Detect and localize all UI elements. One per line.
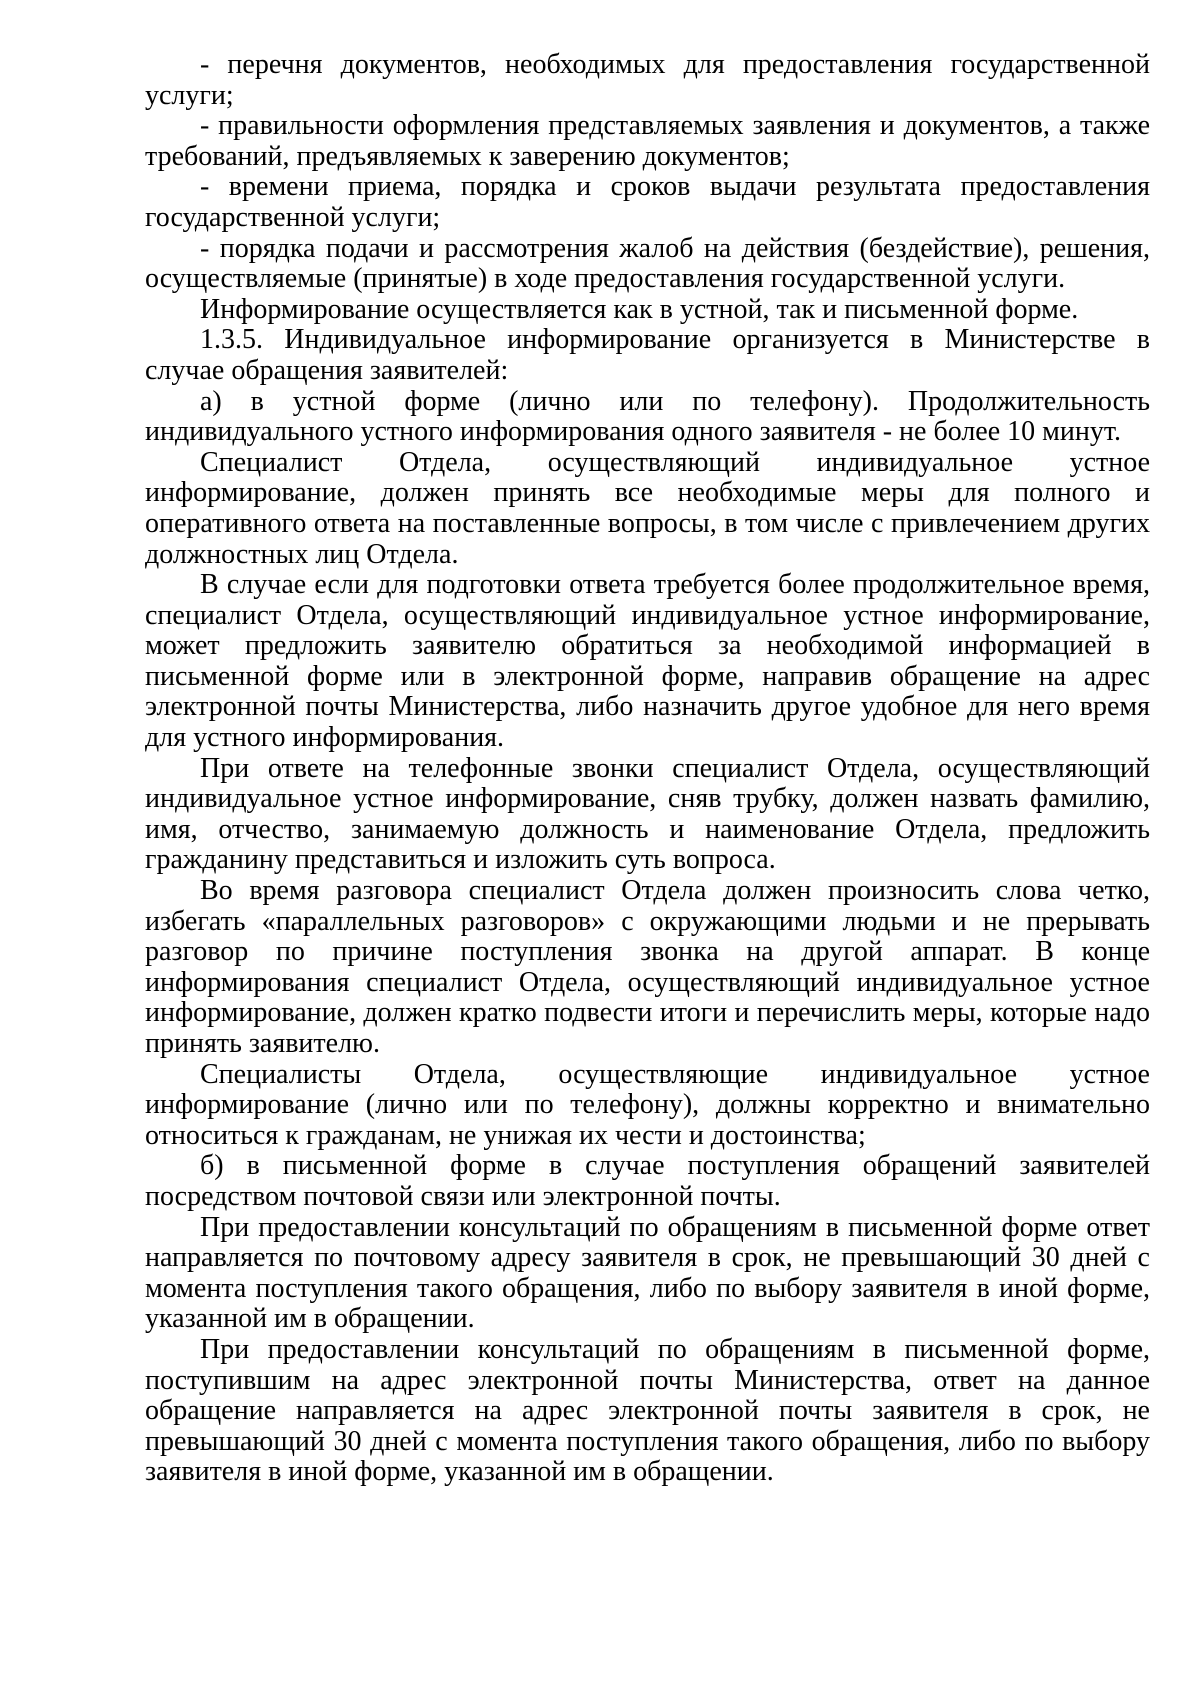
paragraph-longer-preparation: В случае если для подготовки ответа требуется более продолжительное время, специалист Отдела, осуществляющий индивидуальное устное информирование, может предложить заявителю обратиться за необходимой информацией в письменной форме или в электронной форме, направив обращение на адрес электронной почты Министерства, либо назначить другое удобное для него время для устного информирования. bbox=[145, 569, 1150, 754]
paragraph-oral-form: а) в устной форме (лично или по телефону). Продолжительность индивидуального устного информирования одного заявителя - не более 10 минут. bbox=[145, 385, 1150, 448]
paragraph-email-response: При предоставлении консультаций по обращениям в письменной форме, поступившим на адрес электронной почты Министерства, ответ на данное обращение направляется на адрес электронной почты заявителя в срок, не превышающий 30 дней с момента поступления такого обращения, либо по выбору заявителя в иной форме, указанной им в обращении. bbox=[145, 1333, 1150, 1488]
paragraph-postal-response: При предоставлении консультаций по обращениям в письменной форме ответ направляется по почтовому адресу заявителя в срок, не превышающий 30 дней с момента поступления такого обращения, либо по выбору заявителя в иной форме, указанной им в обращении. bbox=[145, 1211, 1150, 1335]
paragraph-informing-forms: Информирование осуществляется как в устной, так и письменной форме. bbox=[200, 293, 1079, 325]
paragraph-list-item-documents: - перечня документов, необходимых для предоставления государственной услуги; bbox=[145, 49, 1150, 111]
paragraph-list-item-time: - времени приема, порядка и сроков выдачи результата предоставления государственной услуги; bbox=[145, 171, 1150, 233]
paragraph-list-item-correctness: - правильности оформления представляемых заявления и документов, а также требований, предъявляемых к заверению документов; bbox=[145, 110, 1150, 172]
paragraph-section-1-3-5: 1.3.5. Индивидуальное информирование организуется в Министерстве в случае обращения заявителей: bbox=[145, 324, 1150, 386]
paragraph-phone-calls: При ответе на телефонные звонки специалист Отдела, осуществляющий индивидуальное устное информирование, сняв трубку, должен назвать фамилию, имя, отчество, занимаемую должность и наименование Отдела, предложить гражданину представиться и изложить суть вопроса. bbox=[145, 752, 1150, 876]
paragraph-list-item-complaints: - порядка подачи и рассмотрения жалоб на действия (бездействие), решения, осуществляемые (принятые) в ходе предоставления государственной услуги. bbox=[145, 232, 1150, 295]
paragraph-courtesy: Специалисты Отдела, осуществляющие индивидуальное устное информирование (лично или по телефону), должны корректно и внимательно относиться к гражданам, не унижая их чести и достоинства; bbox=[145, 1058, 1150, 1151]
paragraph-conversation-rules: Во время разговора специалист Отдела должен произносить слова четко, избегать «параллельных разговоров» с окружающими людьми и не прерывать разговор по причине поступления звонка на другой аппарат. В конце информирования специалист Отдела, осуществляющий индивидуальное устное информирование, должен кратко подвести итоги и перечислить меры, которые надо принять заявителю. bbox=[145, 875, 1150, 1059]
paragraph-written-form: б) в письменной форме в случае поступления обращений заявителей посредством почтовой связи или электронной почты. bbox=[145, 1150, 1150, 1212]
paragraph-specialist-duties: Специалист Отдела, осуществляющий индивидуальное устное информирование, должен принять все необходимые меры для полного и оперативного ответа на поставленные вопросы, в том числе с привлечением других должностных лиц Отдела. bbox=[145, 446, 1150, 570]
document-page bbox=[145, 50, 1150, 1488]
